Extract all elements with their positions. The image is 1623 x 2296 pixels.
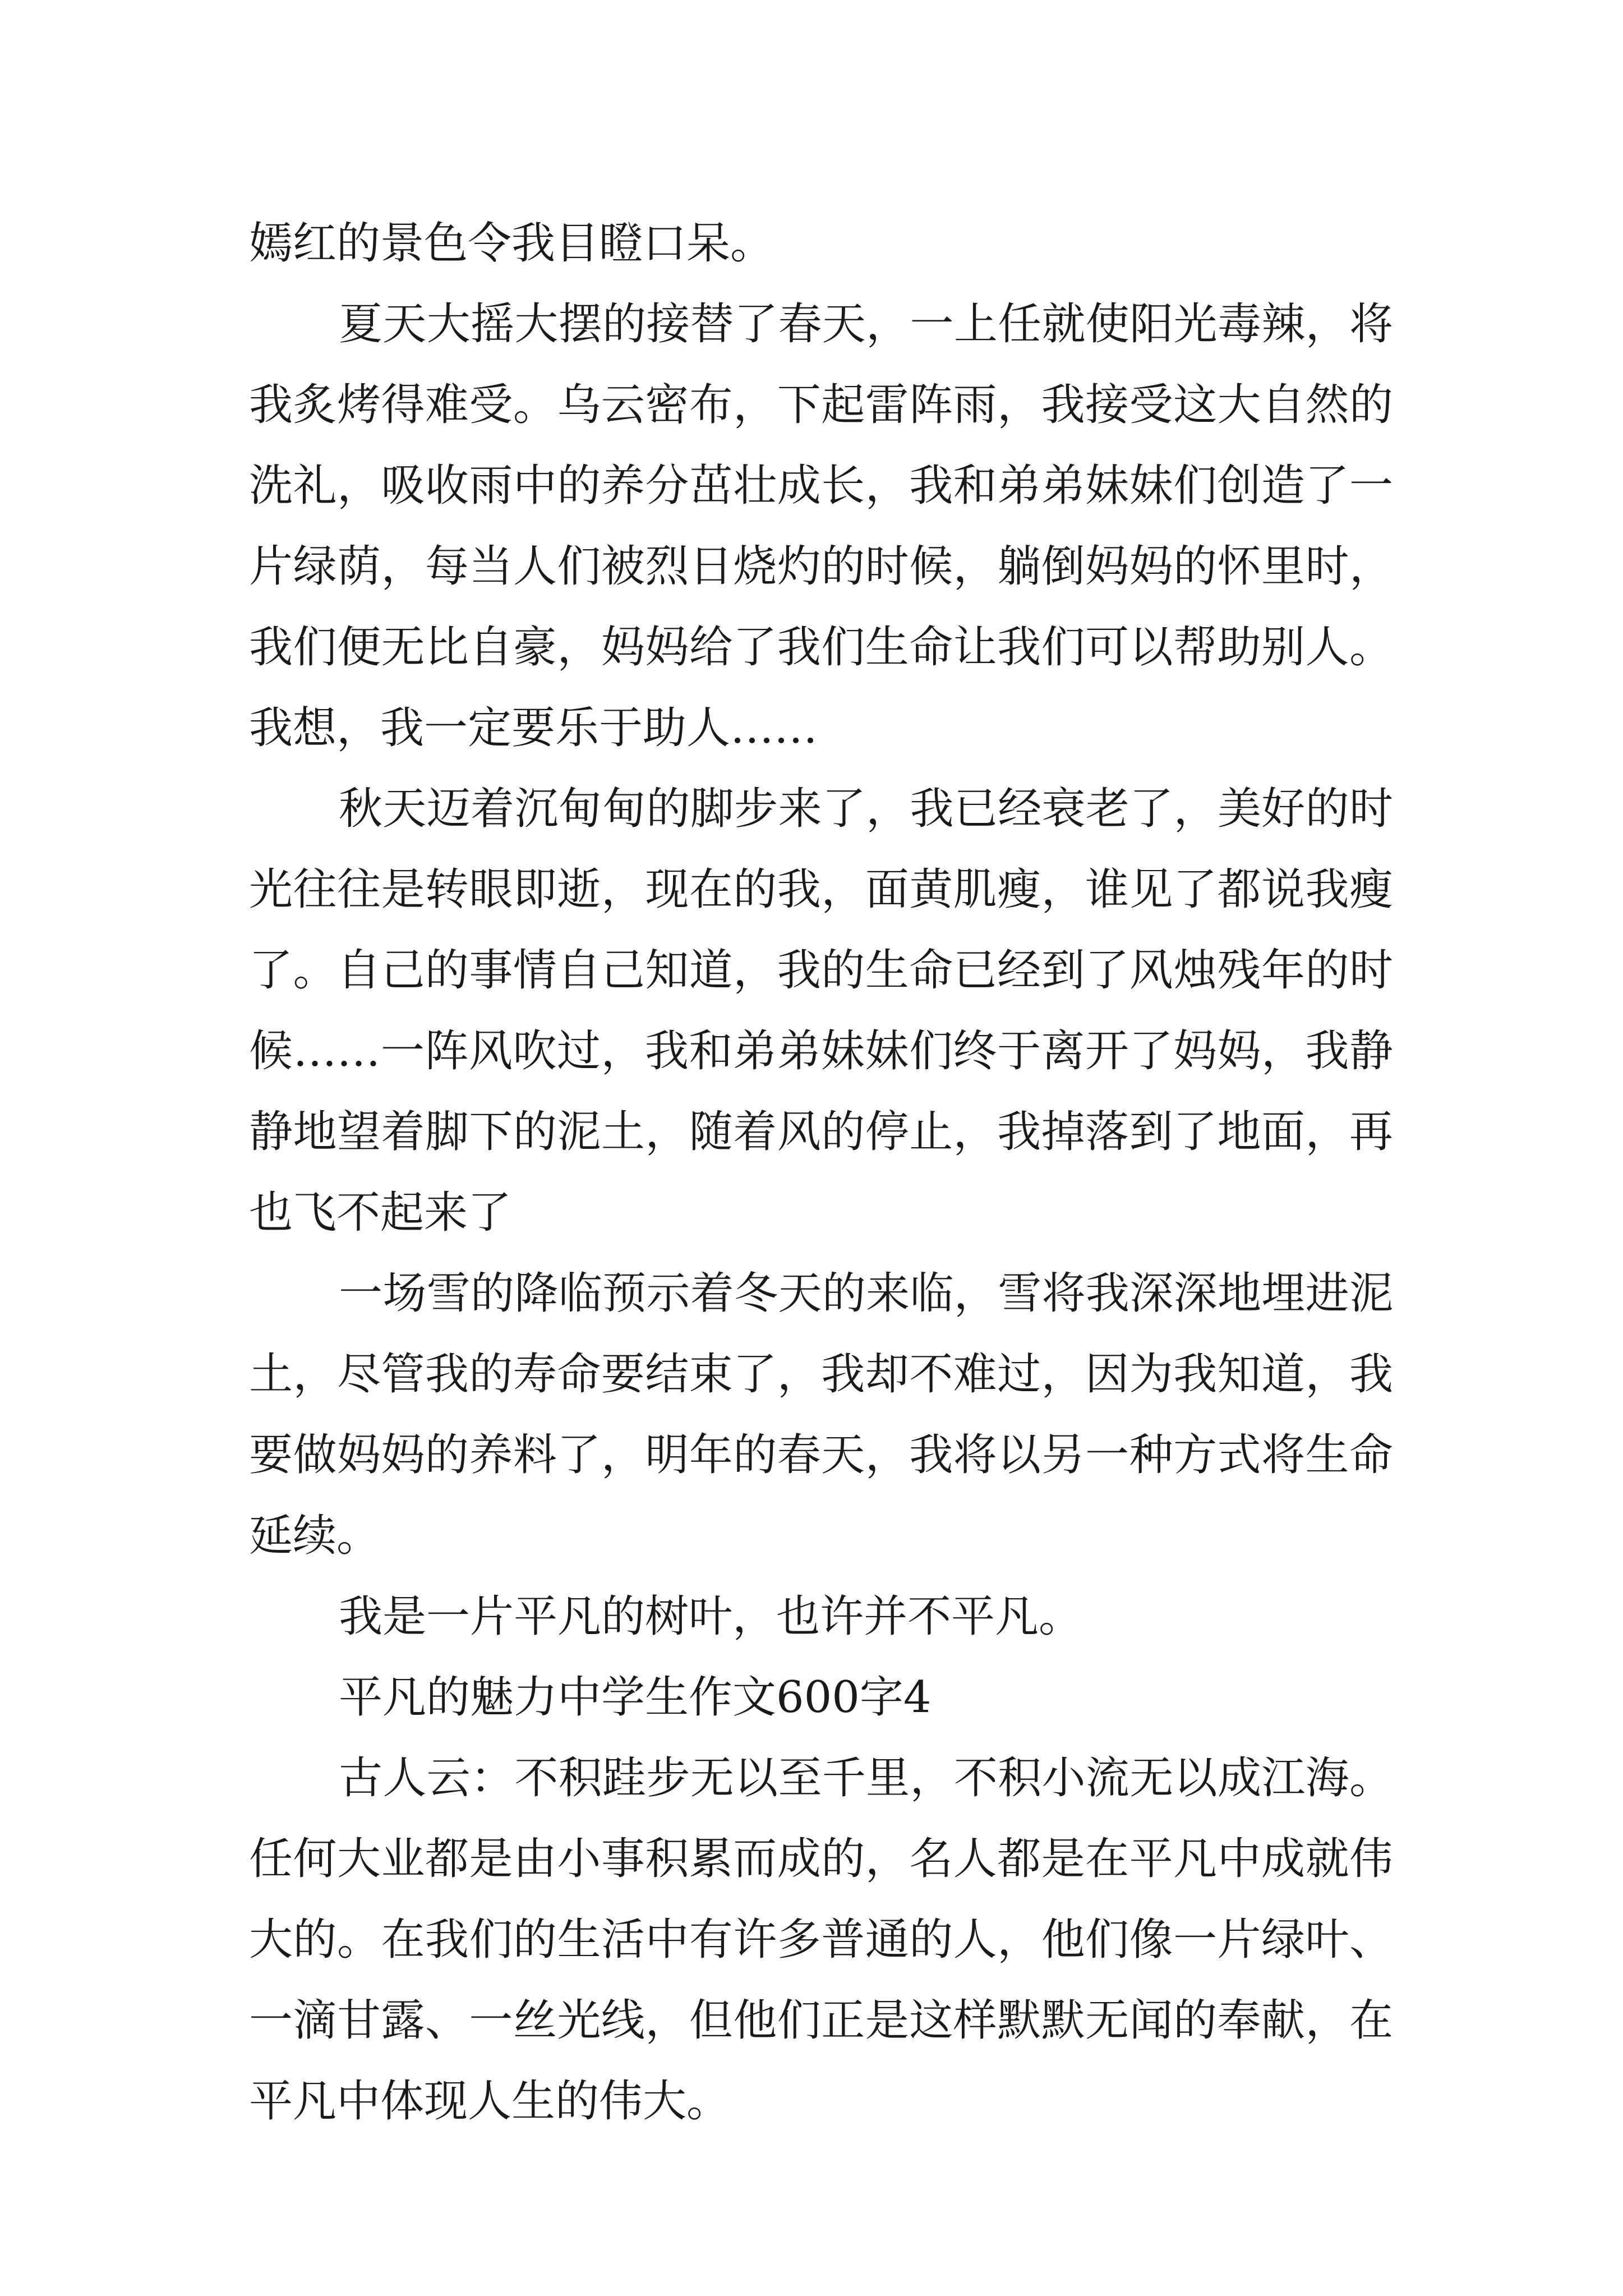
paragraph-summer: 夏天大摇大摆的接替了春天，一上任就使阳光毒辣，将我炙烤得难受。乌云密布，下起雷阵雨，我接受这大自然的洗礼，吸收雨中的养分茁壮成长，我和弟弟妹妹们创造了一片绿荫，每当人们被烈日烧灼的时候，躺倒妈妈的怀里时，我们便无比自豪，妈妈给了我们生命让我们可以帮助别人。我想，我一定要乐于助人……: [249, 299, 1393, 753]
essay-title: 平凡的魅力中学生作文600字4: [339, 1672, 932, 1723]
paragraph-intro: 古人云：不积跬步无以至千里，不积小流无以成江海。任何大业都是由小事积累而成的，名人都是在平凡中成就伟大的。在我们的生活中有许多普通的人，他们像一片绿叶、一滴甘露、一丝光线，但他们正是这样默默无闻的奉献，在平凡中体现人生的伟大。: [249, 1753, 1393, 2127]
essay-body: [249, 203, 1393, 2142]
paragraph-continuation: 嫣红的景色令我目瞪口呆。: [249, 218, 774, 269]
paragraph-winter: 一场雪的降临预示着冬天的来临，雪将我深深地埋进泥土，尽管我的寿命要结束了，我却不难过，因为我知道，我要做妈妈的养料了，明年的春天，我将以另一种方式将生命延续。: [249, 1268, 1393, 1561]
paragraph-autumn: 秋天迈着沉甸甸的脚步来了，我已经衰老了，美好的时光往往是转眼即逝，现在的我，面黄肌瘦，谁见了都说我瘦了。自己的事情自己知道，我的生命已经到了风烛残年的时候……一阵风吹过，我和弟弟妹妹们终于离开了妈妈，我静静地望着脚下的泥土，随着风的停止，我掉落到了地面，再也飞不起来了: [249, 784, 1393, 1238]
paragraph-conclusion: 我是一片平凡的树叶，也许并不平凡。: [339, 1591, 1083, 1642]
